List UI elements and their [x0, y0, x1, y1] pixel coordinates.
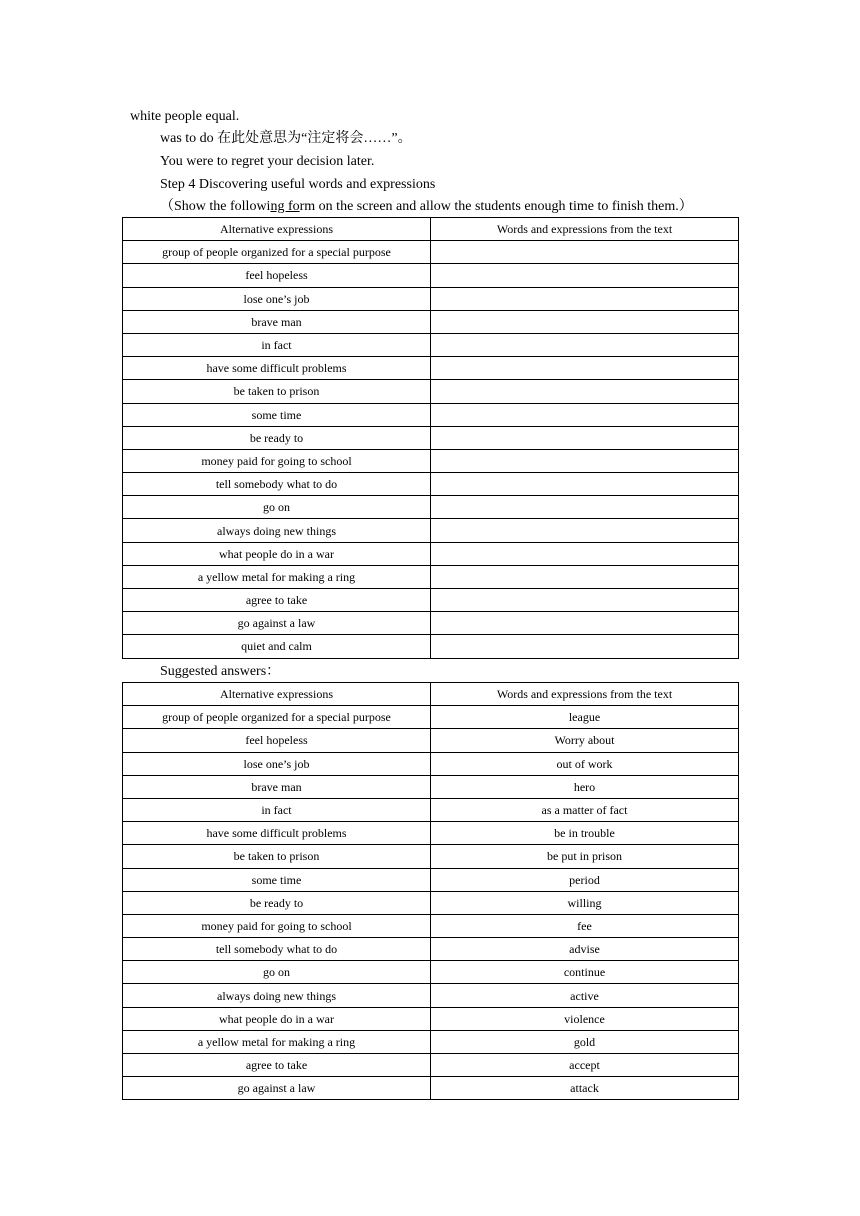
cell: go on: [123, 496, 431, 519]
table-row: [123, 612, 739, 635]
instruction-line: [160, 198, 693, 216]
cell: have some difficult problems: [123, 822, 431, 845]
empty-answer-cell: [431, 635, 739, 658]
table-row: [123, 496, 739, 519]
cell: go against a law: [123, 1077, 431, 1100]
table-row: [123, 914, 739, 937]
table-row: [123, 961, 739, 984]
instruction-part-c: rm on the screen and allow the students enough time to finish them.）: [299, 199, 693, 214]
cell: tell somebody what to do: [123, 473, 431, 496]
answer-cell: be in trouble: [431, 822, 739, 845]
cell: feel hopeless: [123, 729, 431, 752]
answer-cell: fee: [431, 914, 739, 937]
answer-cell: continue: [431, 961, 739, 984]
cell: always doing new things: [123, 519, 431, 542]
table-row: [123, 775, 739, 798]
cell: agree to take: [123, 1054, 431, 1077]
cell: some time: [123, 868, 431, 891]
answer-cell: violence: [431, 1007, 739, 1030]
table-row: [123, 449, 739, 472]
answer-cell: active: [431, 984, 739, 1007]
table-row: [123, 310, 739, 333]
table-row: [123, 287, 739, 310]
cell: be ready to: [123, 891, 431, 914]
empty-answer-cell: [431, 612, 739, 635]
table-row: [123, 333, 739, 356]
cell: feel hopeless: [123, 264, 431, 287]
cell: group of people organized for a special purpose: [123, 241, 431, 264]
cell: group of people organized for a special purpose: [123, 706, 431, 729]
answers-table: [122, 682, 739, 1100]
empty-answer-cell: [431, 496, 739, 519]
table-header-row: [123, 683, 739, 706]
table-row: [123, 403, 739, 426]
answer-cell: Worry about: [431, 729, 739, 752]
table-row: [123, 589, 739, 612]
answer-cell: as a matter of fact: [431, 798, 739, 821]
cell: go against a law: [123, 612, 431, 635]
table-row: [123, 845, 739, 868]
empty-answer-cell: [431, 310, 739, 333]
table-row: [123, 822, 739, 845]
cell: in fact: [123, 798, 431, 821]
answer-cell: accept: [431, 1054, 739, 1077]
header-cell: Words and expressions from the text: [431, 218, 739, 241]
table-row: [123, 1007, 739, 1030]
header-cell: Alternative expressions: [123, 683, 431, 706]
cell: some time: [123, 403, 431, 426]
answer-cell: gold: [431, 1030, 739, 1053]
header-cell: Alternative expressions: [123, 218, 431, 241]
empty-answer-cell: [431, 333, 739, 356]
cell: in fact: [123, 333, 431, 356]
answer-cell: hero: [431, 775, 739, 798]
table-row: [123, 938, 739, 961]
cell: be ready to: [123, 426, 431, 449]
cell: always doing new things: [123, 984, 431, 1007]
cell: have some difficult problems: [123, 357, 431, 380]
empty-answer-cell: [431, 589, 739, 612]
cell: go on: [123, 961, 431, 984]
answer-cell: league: [431, 706, 739, 729]
table-row: [123, 380, 739, 403]
table-row: [123, 519, 739, 542]
empty-answer-cell: [431, 241, 739, 264]
table-row: [123, 1054, 739, 1077]
cell: money paid for going to school: [123, 914, 431, 937]
table-row: [123, 1077, 739, 1100]
intro-line-1: white people equal.: [130, 109, 240, 124]
answer-cell: be put in prison: [431, 845, 739, 868]
table-row: [123, 752, 739, 775]
empty-answer-cell: [431, 264, 739, 287]
empty-answer-cell: [431, 357, 739, 380]
empty-answer-cell: [431, 519, 739, 542]
table-row: [123, 426, 739, 449]
empty-answer-cell: [431, 403, 739, 426]
answer-cell: willing: [431, 891, 739, 914]
empty-answer-cell: [431, 426, 739, 449]
table-row: [123, 264, 739, 287]
table-row: [123, 1030, 739, 1053]
empty-answer-cell: [431, 473, 739, 496]
table-row: [123, 635, 739, 658]
table-row: [123, 868, 739, 891]
answer-cell: attack: [431, 1077, 739, 1100]
cell: brave man: [123, 775, 431, 798]
cell: a yellow metal for making a ring: [123, 565, 431, 588]
cell: brave man: [123, 310, 431, 333]
table-row: [123, 729, 739, 752]
empty-answer-cell: [431, 287, 739, 310]
step-heading: Step 4 Discovering useful words and expressions: [160, 177, 436, 192]
cell: be taken to prison: [123, 845, 431, 868]
table-row: [123, 891, 739, 914]
answer-cell: out of work: [431, 752, 739, 775]
table-row: [123, 798, 739, 821]
table-row: [123, 357, 739, 380]
cell: what people do in a war: [123, 1007, 431, 1030]
cell: lose one’s job: [123, 752, 431, 775]
table-row: [123, 706, 739, 729]
empty-answer-cell: [431, 380, 739, 403]
table-row: [123, 542, 739, 565]
suggested-answers-label: Suggested answers：: [160, 664, 281, 679]
instruction-part-b: ng fo: [270, 199, 300, 214]
cell: a yellow metal for making a ring: [123, 1030, 431, 1053]
table-row: [123, 241, 739, 264]
cell: quiet and calm: [123, 635, 431, 658]
table-row: [123, 565, 739, 588]
cell: be taken to prison: [123, 380, 431, 403]
cell: tell somebody what to do: [123, 938, 431, 961]
empty-answer-cell: [431, 542, 739, 565]
cell: agree to take: [123, 589, 431, 612]
cell: lose one’s job: [123, 287, 431, 310]
header-cell: Words and expressions from the text: [431, 683, 739, 706]
answer-cell: advise: [431, 938, 739, 961]
empty-answer-cell: [431, 565, 739, 588]
table-row: [123, 984, 739, 1007]
intro-line-2: was to do 在此处意思为“注定将会……”。: [160, 131, 412, 146]
table-header-row: [123, 218, 739, 241]
instruction-part-a: （Show the followi: [160, 199, 271, 214]
table-row: [123, 473, 739, 496]
example-sentence: You were to regret your decision later.: [160, 154, 375, 169]
cell: what people do in a war: [123, 542, 431, 565]
empty-answer-cell: [431, 449, 739, 472]
answer-cell: period: [431, 868, 739, 891]
exercise-table: [122, 217, 739, 659]
cell: money paid for going to school: [123, 449, 431, 472]
